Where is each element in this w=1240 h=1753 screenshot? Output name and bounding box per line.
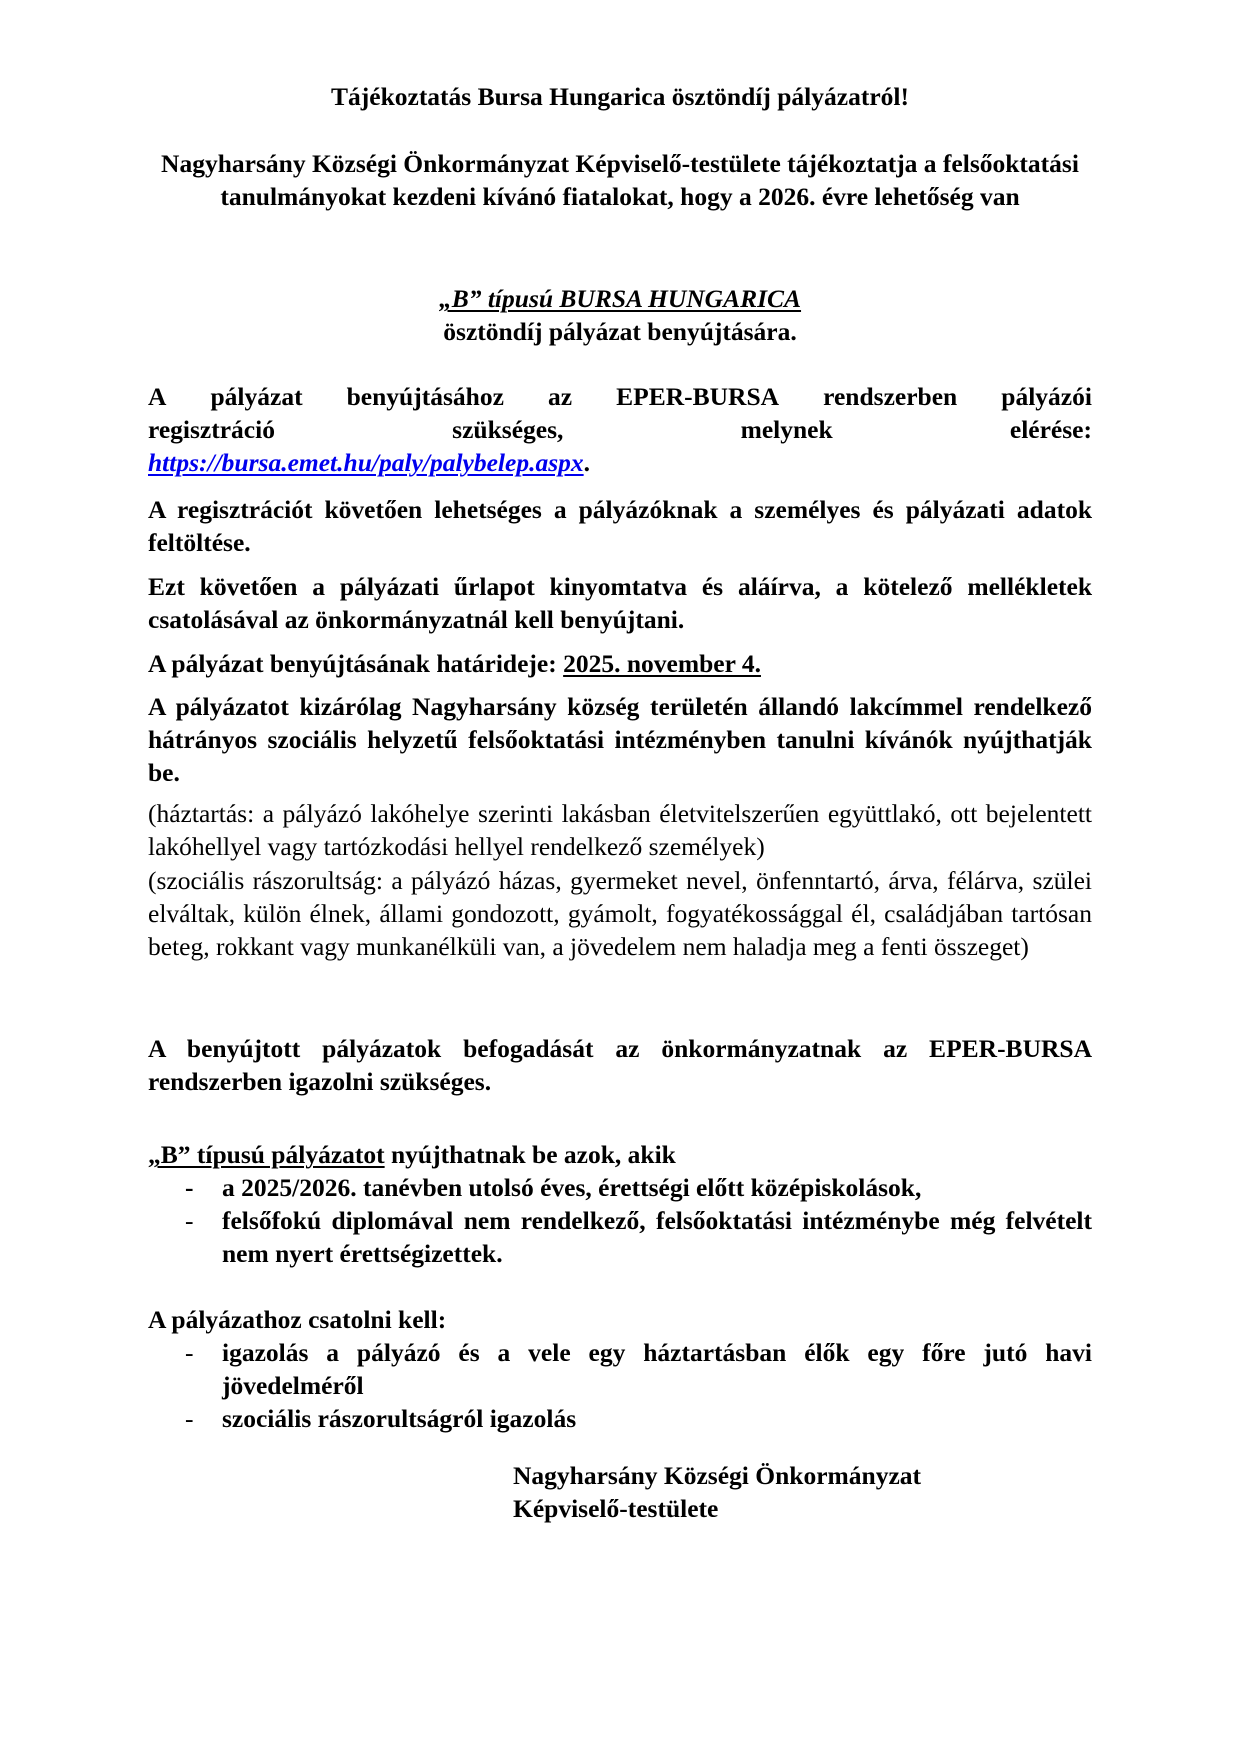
word: rendszerben <box>823 382 958 411</box>
dash-bullet-icon: - <box>185 1338 194 1367</box>
word: EPER-BURSA <box>616 382 780 411</box>
list-item <box>148 1171 1092 1204</box>
deadline-date: 2025. november 4. <box>563 649 761 678</box>
eligibility-text: A pályázatot kizárólag Nagyharsány község területén állandó lakcímmel rendelkező hátrányos szociális helyzetű felsőoktatási intézményben tanulni kívánók nyújthatják be. <box>148 692 1092 787</box>
household-note <box>148 797 1092 863</box>
link-suffix: . <box>583 448 591 477</box>
word: melynek <box>740 415 833 444</box>
acceptance-paragraph <box>148 1032 1092 1098</box>
print-submit-text: Ezt követően a pályázati űrlapot kinyomtatva és aláírva, a kötelező mellékletek csatolásával az önkormányzatnál kell benyújtani. <box>148 572 1092 634</box>
attachments-section <box>148 1303 1092 1435</box>
list-item <box>148 1204 1092 1270</box>
list-item <box>148 1402 1092 1435</box>
who-can-apply-list <box>148 1171 1092 1270</box>
list-item-text: felsőfokú diplomával nem rendelkező, felsőoktatási intézménybe még felvételt nem nyert érettségizettek. <box>222 1206 1092 1268</box>
b-type-subheading: ösztöndíj pályázat benyújtására. <box>443 317 797 346</box>
word: pályázat <box>210 382 303 411</box>
acceptance-text: A benyújtott pályázatok befogadását az önkormányzatnak az EPER-BURSA rendszerben igazolni szükséges. <box>148 1034 1092 1096</box>
word: elérése: <box>1009 415 1092 444</box>
social-need-note <box>148 864 1092 963</box>
dash-bullet-icon: - <box>185 1173 194 1202</box>
registration-line-1 <box>148 380 1092 413</box>
after-registration-paragraph <box>148 493 1092 559</box>
word: szükséges, <box>452 415 564 444</box>
eper-bursa-link[interactable]: https://bursa.emet.hu/paly/palybelep.aspx <box>148 448 584 477</box>
title-text: Tájékoztatás Bursa Hungarica ösztöndíj pályázatról! <box>331 82 909 111</box>
word: az <box>547 382 573 411</box>
attachments-lead: A pályázathoz csatolni kell: <box>148 1305 447 1334</box>
signature-line-1: Nagyharsány Községi Önkormányzat <box>513 1461 921 1490</box>
list-item-text: igazolás a pályázó és a vele egy háztartásban élők egy főre jutó havi jövedelméről <box>222 1338 1092 1400</box>
registration-paragraph <box>148 380 1092 479</box>
intro-text: Nagyharsány Községi Önkormányzat Képviselő-testülete tájékoztatja a felsőoktatási tanulmányokat kezdeni kívánó fiatalokat, hogy a 2026. évre lehetőség van <box>161 149 1079 211</box>
household-note-text: (háztartás: a pályázó lakóhelye szerinti lakásban életvitelszerűen együttlakó, ott bejelentett lakóhellyel vagy tartózkodási hellyel rendelkező személyek) <box>148 799 1092 861</box>
word: pályázói <box>1001 382 1092 411</box>
list-item <box>148 1336 1092 1402</box>
document-title <box>148 80 1092 113</box>
word: A <box>148 382 167 411</box>
list-item-text: a 2025/2026. tanévben utolsó éves, érettségi előtt középiskolások, <box>222 1173 922 1202</box>
intro-paragraph <box>148 147 1092 213</box>
deadline-label: A pályázat benyújtásának határideje: <box>148 649 564 678</box>
social-need-note-text: (szociális rászorultság: a pályázó házas, gyermeket nevel, önfenntartó, árva, félárva, szülei elváltak, külön élnek, állami gondozott, gyámolt, fogyatékossággal él, családjában tartósan beteg, rokkant vagy munkanélküli van, a jövedelem nem haladja meg a fenti összeget) <box>148 866 1092 961</box>
registration-line-2 <box>148 413 1092 446</box>
attachments-list <box>148 1336 1092 1435</box>
deadline-paragraph <box>148 647 1092 680</box>
dash-bullet-icon: - <box>185 1206 194 1235</box>
eligibility-paragraph <box>148 690 1092 789</box>
who-can-apply-section <box>148 1138 1092 1270</box>
dash-bullet-icon: - <box>185 1404 194 1433</box>
after-registration-text: A regisztrációt követően lehetséges a pályázóknak a személyes és pályázati adatok feltöltése. <box>148 495 1092 557</box>
who-can-apply-lead <box>148 1138 1092 1171</box>
signature-block <box>513 1459 1073 1525</box>
word: regisztráció <box>148 415 275 444</box>
signature-line-2: Képviselő-testülete <box>513 1494 719 1523</box>
list-item-text: szociális rászorultságról igazolás <box>222 1404 577 1433</box>
who-lead-underlined: „B” típusú pályázatot <box>148 1140 385 1169</box>
b-type-heading-block <box>148 282 1092 348</box>
print-submit-paragraph <box>148 570 1092 636</box>
word: benyújtásához <box>346 382 504 411</box>
b-type-heading: „B” típusú BURSA HUNGARICA <box>438 284 802 313</box>
who-lead-rest: nyújthatnak be azok, akik <box>384 1140 676 1169</box>
